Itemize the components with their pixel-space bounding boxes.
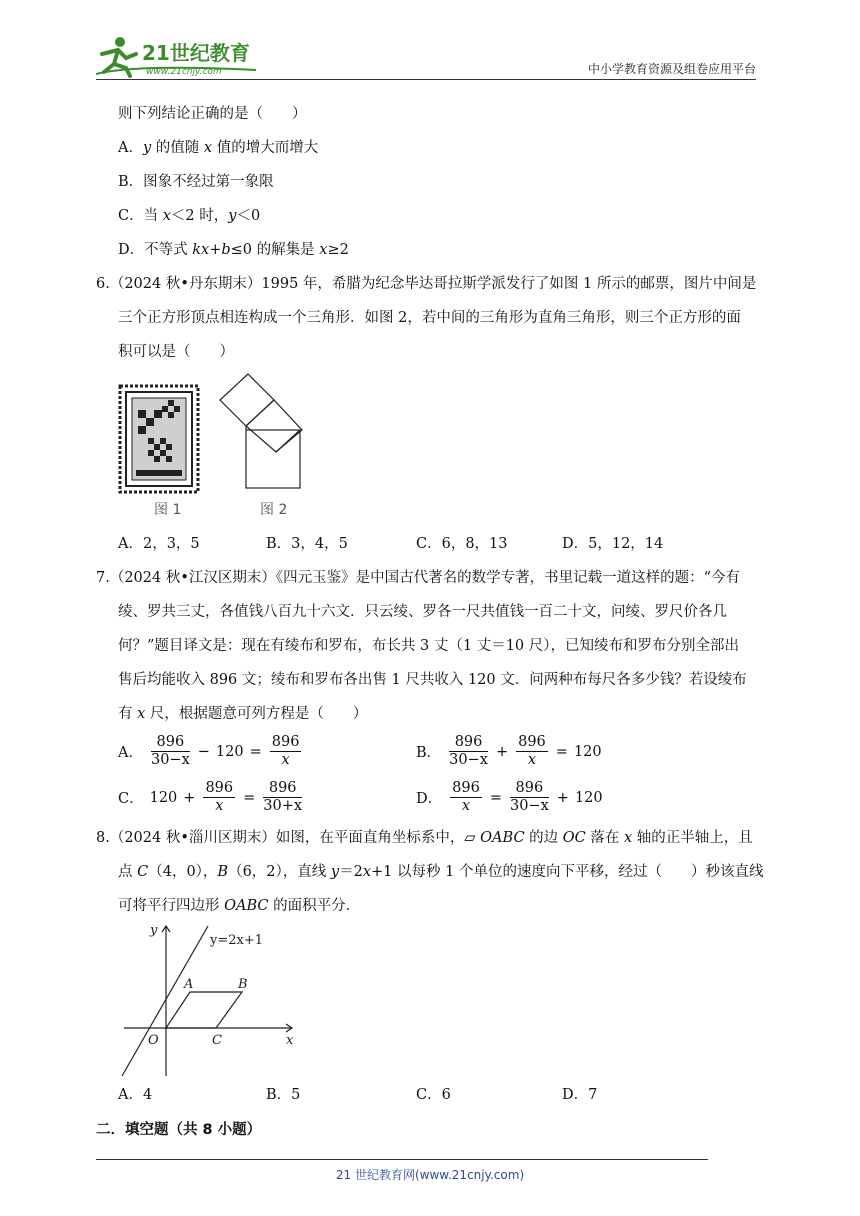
q7-option-b: B． $\frac{896}{30-x}$ + $\frac{896}{x}$ = 120 [416, 734, 602, 768]
q6-figures [116, 372, 336, 522]
q7-option-d: D． $\frac{896}{x}$ = $\frac{896}{30-x}$ + 120 [416, 780, 603, 814]
q8-option-b: B．5 [266, 1087, 301, 1103]
q8-option-d: D．7 [562, 1087, 598, 1103]
point-o-label: O [148, 1033, 159, 1048]
q7-option-c: C． 120 + $\frac{896}{x}$ = $\frac{896}{30+x}$ [118, 780, 303, 814]
q8-option-c: C．6 [416, 1087, 451, 1103]
q6-option-b: B．3，4，5 [266, 536, 348, 552]
line-y-2x-1 [122, 926, 208, 1076]
q6-option-c: C．6，8，13 [416, 536, 508, 552]
x-axis-label: x [286, 1033, 294, 1048]
line-label: y=2x+1 [210, 933, 264, 948]
q5-option-d: D．不等式 kx+b≤0 的解集是 x≥2 [118, 242, 349, 258]
footer-divider [96, 1159, 708, 1160]
q5-option-c: C．当 x＜2 时，y＜0 [118, 208, 261, 224]
q6-option-a: A．2，3，5 [118, 536, 200, 552]
logo-url: www.21cnjy.com [146, 67, 222, 77]
q7-line-3: 何？”题目译文是：现在有绫布和罗布，布长共 3 丈（1 丈＝10 尺），已知绫布和罗布分别全部出 [118, 638, 739, 654]
q6-line-3: 积可以是（ ） [118, 344, 234, 360]
q5-stem: 则下列结论正确的是（ ） [118, 106, 307, 122]
point-c-label: C [212, 1033, 222, 1048]
y-axis-label: y [150, 923, 158, 938]
q5-option-a: A．y 的值随 x 值的增大而增大 [118, 140, 319, 156]
header-divider [96, 79, 756, 80]
section-heading-fill-blank: 二．填空题（共 8 小题） [96, 1122, 262, 1138]
point-a-label: A [184, 977, 194, 992]
q7-line-1: 7.（2024 秋•江汉区期末）《四元玉鉴》是中国古代著名的数学专著，书里记载一道这样的题：“今有 [96, 570, 741, 586]
point-b-label: B [238, 977, 248, 992]
logo-text: 21世纪教育 [142, 41, 250, 65]
q6-line-2: 三个正方形顶点相连构成一个三角形．如图 2，若中间的三角形为直角三角形，则三个正方形的面 [118, 310, 741, 326]
q5-option-b: B．图象不经过第一象限 [118, 174, 274, 190]
stamp-figure-1 [120, 386, 198, 492]
footer-link[interactable]: 21 世纪教育网(www.21cnjy.com) [335, 1168, 525, 1182]
q8-coordinate-figure [116, 920, 300, 1078]
q6-option-d: D．5，12，14 [562, 536, 664, 552]
parallelogram-oabc [166, 992, 242, 1028]
q6-line-1: 6.（2024 秋•丹东期末）1995 年，希腊为纪念毕达哥拉斯学派发行了如图 1 所示的邮票，图片中间是 [96, 276, 757, 292]
squares-figure-2 [220, 374, 302, 488]
q7-line-4: 售后均能收入 896 文；绫布和罗布各出售 1 尺共收入 120 文．问两种布每尺各多少钱？若设绫布 [118, 672, 747, 688]
site-logo [96, 34, 266, 78]
header-platform-text: 中小学教育资源及组卷应用平台 [587, 62, 756, 76]
q7-option-a: A． $\frac{896}{30-x}$ − 120 = $\frac{896}{x}$ [118, 734, 300, 768]
q7-line-5: 有 x 尺，根据题意可列方程是（ ） [118, 706, 368, 722]
q8-line-3: 可将平行四边形 OABC 的面积平分． [118, 898, 361, 914]
q8-line-1: 8.（2024 秋•淄川区期末）如图，在平面直角坐标系中，▱ OABC 的边 OC 落在 x 轴的正半轴上，且 [96, 830, 753, 846]
q7-line-2: 绫、罗共三丈，各值钱八百九十六文．只云绫、罗各一尺共值钱一百二十文，问绫、罗尺价各几 [118, 604, 727, 620]
q8-line-2: 点 C（4，0），B（6，2），直线 y＝2x+1 以每秒 1 个单位的速度向下平移，经过（ ）秒该直线 [118, 864, 764, 880]
q8-option-a: A．4 [118, 1087, 153, 1103]
figure-1-caption: 图 1 [154, 502, 182, 518]
figure-2-caption: 图 2 [260, 502, 288, 518]
